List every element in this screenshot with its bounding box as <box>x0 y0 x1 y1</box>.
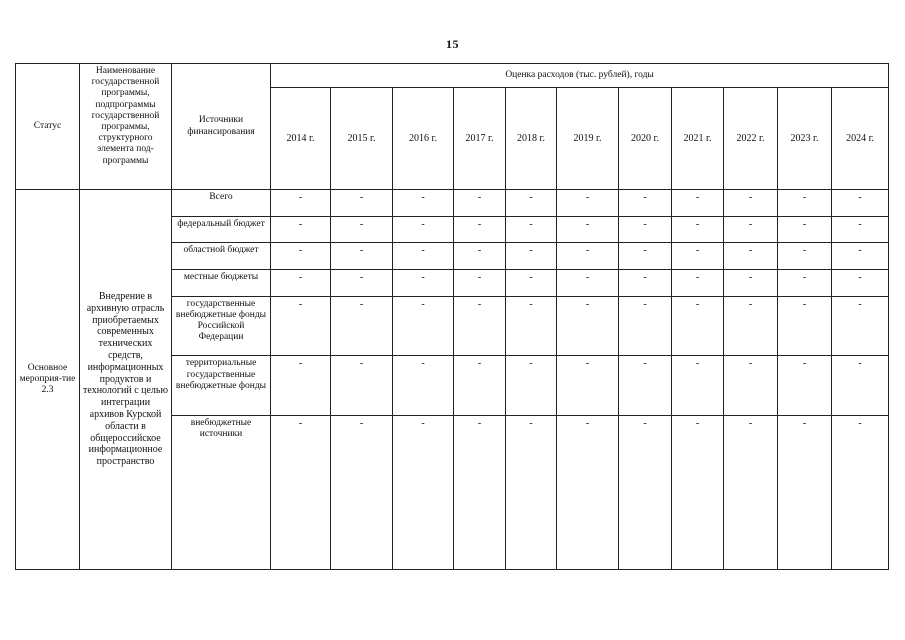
amount-cell: - <box>832 216 889 243</box>
amount-cell: - <box>271 243 331 270</box>
amount-cell: - <box>393 270 454 297</box>
amount-cell: - <box>454 216 506 243</box>
funding-source-label: государственные внебюджетные фонды Российской Федерации <box>172 296 271 356</box>
amount-cell: - <box>271 415 331 569</box>
amount-cell: - <box>393 190 454 217</box>
amount-cell: - <box>506 296 557 356</box>
amount-cell: - <box>454 415 506 569</box>
amount-cell: - <box>672 216 724 243</box>
amount-cell: - <box>832 270 889 297</box>
funding-source-label: областной бюджет <box>172 243 271 270</box>
amount-cell: - <box>557 296 619 356</box>
amount-cell: - <box>271 270 331 297</box>
amount-cell: - <box>778 270 832 297</box>
header-year: 2022 г. <box>724 88 778 190</box>
header-year: 2024 г. <box>832 88 889 190</box>
amount-cell: - <box>331 270 393 297</box>
amount-cell: - <box>331 296 393 356</box>
header-year: 2017 г. <box>454 88 506 190</box>
amount-cell: - <box>331 216 393 243</box>
amount-cell: - <box>724 216 778 243</box>
amount-cell: - <box>619 216 672 243</box>
header-year: 2015 г. <box>331 88 393 190</box>
amount-cell: - <box>506 270 557 297</box>
amount-cell: - <box>393 216 454 243</box>
amount-cell: - <box>832 356 889 416</box>
amount-cell: - <box>778 216 832 243</box>
amount-cell: - <box>778 356 832 416</box>
amount-cell: - <box>619 190 672 217</box>
amount-cell: - <box>331 356 393 416</box>
amount-cell: - <box>393 415 454 569</box>
amount-cell: - <box>619 415 672 569</box>
amount-cell: - <box>393 243 454 270</box>
header-year: 2020 г. <box>619 88 672 190</box>
amount-cell: - <box>619 356 672 416</box>
amount-cell: - <box>331 415 393 569</box>
header-year: 2014 г. <box>271 88 331 190</box>
amount-cell: - <box>724 270 778 297</box>
funding-source-label: Всего <box>172 190 271 217</box>
amount-cell: - <box>506 190 557 217</box>
amount-cell: - <box>672 190 724 217</box>
amount-cell: - <box>271 190 331 217</box>
amount-cell: - <box>454 356 506 416</box>
funding-source-label: внебюджетные источники <box>172 415 271 569</box>
header-status: Статус <box>16 64 80 190</box>
amount-cell: - <box>724 415 778 569</box>
amount-cell: - <box>454 190 506 217</box>
amount-cell: - <box>832 415 889 569</box>
row-status: Основное мероприя-тие 2.3 <box>16 190 80 570</box>
table-row <box>16 190 889 217</box>
amount-cell: - <box>506 243 557 270</box>
amount-cell: - <box>557 243 619 270</box>
funding-source-label: местные бюджеты <box>172 270 271 297</box>
amount-cell: - <box>557 190 619 217</box>
amount-cell: - <box>778 190 832 217</box>
funding-source-label: федеральный бюджет <box>172 216 271 243</box>
amount-cell: - <box>619 296 672 356</box>
amount-cell: - <box>393 296 454 356</box>
amount-cell: - <box>619 270 672 297</box>
amount-cell: - <box>271 216 331 243</box>
amount-cell: - <box>506 216 557 243</box>
amount-cell: - <box>778 415 832 569</box>
page-number: 15 <box>446 37 459 51</box>
amount-cell: - <box>393 356 454 416</box>
funding-source-label: территориальные государственные внебюджетные фонды <box>172 356 271 416</box>
header-year: 2023 г. <box>778 88 832 190</box>
amount-cell: - <box>672 296 724 356</box>
amount-cell: - <box>778 243 832 270</box>
amount-cell: - <box>724 356 778 416</box>
amount-cell: - <box>454 296 506 356</box>
amount-cell: - <box>672 415 724 569</box>
header-year: 2021 г. <box>672 88 724 190</box>
header-funding-sources: Источники финансирования <box>172 64 271 190</box>
amount-cell: - <box>672 356 724 416</box>
amount-cell: - <box>557 356 619 416</box>
header-expenditure-estimate: Оценка расходов (тыс. рублей), годы <box>271 64 889 88</box>
amount-cell: - <box>832 243 889 270</box>
amount-cell: - <box>557 270 619 297</box>
header-year: 2016 г. <box>393 88 454 190</box>
amount-cell: - <box>724 190 778 217</box>
header-program-name: Наименование государственной программы, подпрограммы государственной программы, структурного элемента под-программы <box>80 64 172 190</box>
amount-cell: - <box>724 296 778 356</box>
expenditure-table <box>15 63 889 570</box>
amount-cell: - <box>832 296 889 356</box>
amount-cell: - <box>619 243 672 270</box>
amount-cell: - <box>557 216 619 243</box>
amount-cell: - <box>557 415 619 569</box>
header-year: 2019 г. <box>557 88 619 190</box>
amount-cell: - <box>506 415 557 569</box>
header-year: 2018 г. <box>506 88 557 190</box>
amount-cell: - <box>506 356 557 416</box>
amount-cell: - <box>724 243 778 270</box>
amount-cell: - <box>778 296 832 356</box>
amount-cell: - <box>454 243 506 270</box>
row-program-name: Внедрение в архивную отрасль приобретаемых современных технических средств, информационных продуктов и технологий с целью интеграции архивов Курской области в общероссийское информационное пространство <box>80 190 172 570</box>
amount-cell: - <box>331 243 393 270</box>
amount-cell: - <box>832 190 889 217</box>
amount-cell: - <box>454 270 506 297</box>
amount-cell: - <box>271 296 331 356</box>
amount-cell: - <box>672 270 724 297</box>
amount-cell: - <box>672 243 724 270</box>
amount-cell: - <box>331 190 393 217</box>
amount-cell: - <box>271 356 331 416</box>
